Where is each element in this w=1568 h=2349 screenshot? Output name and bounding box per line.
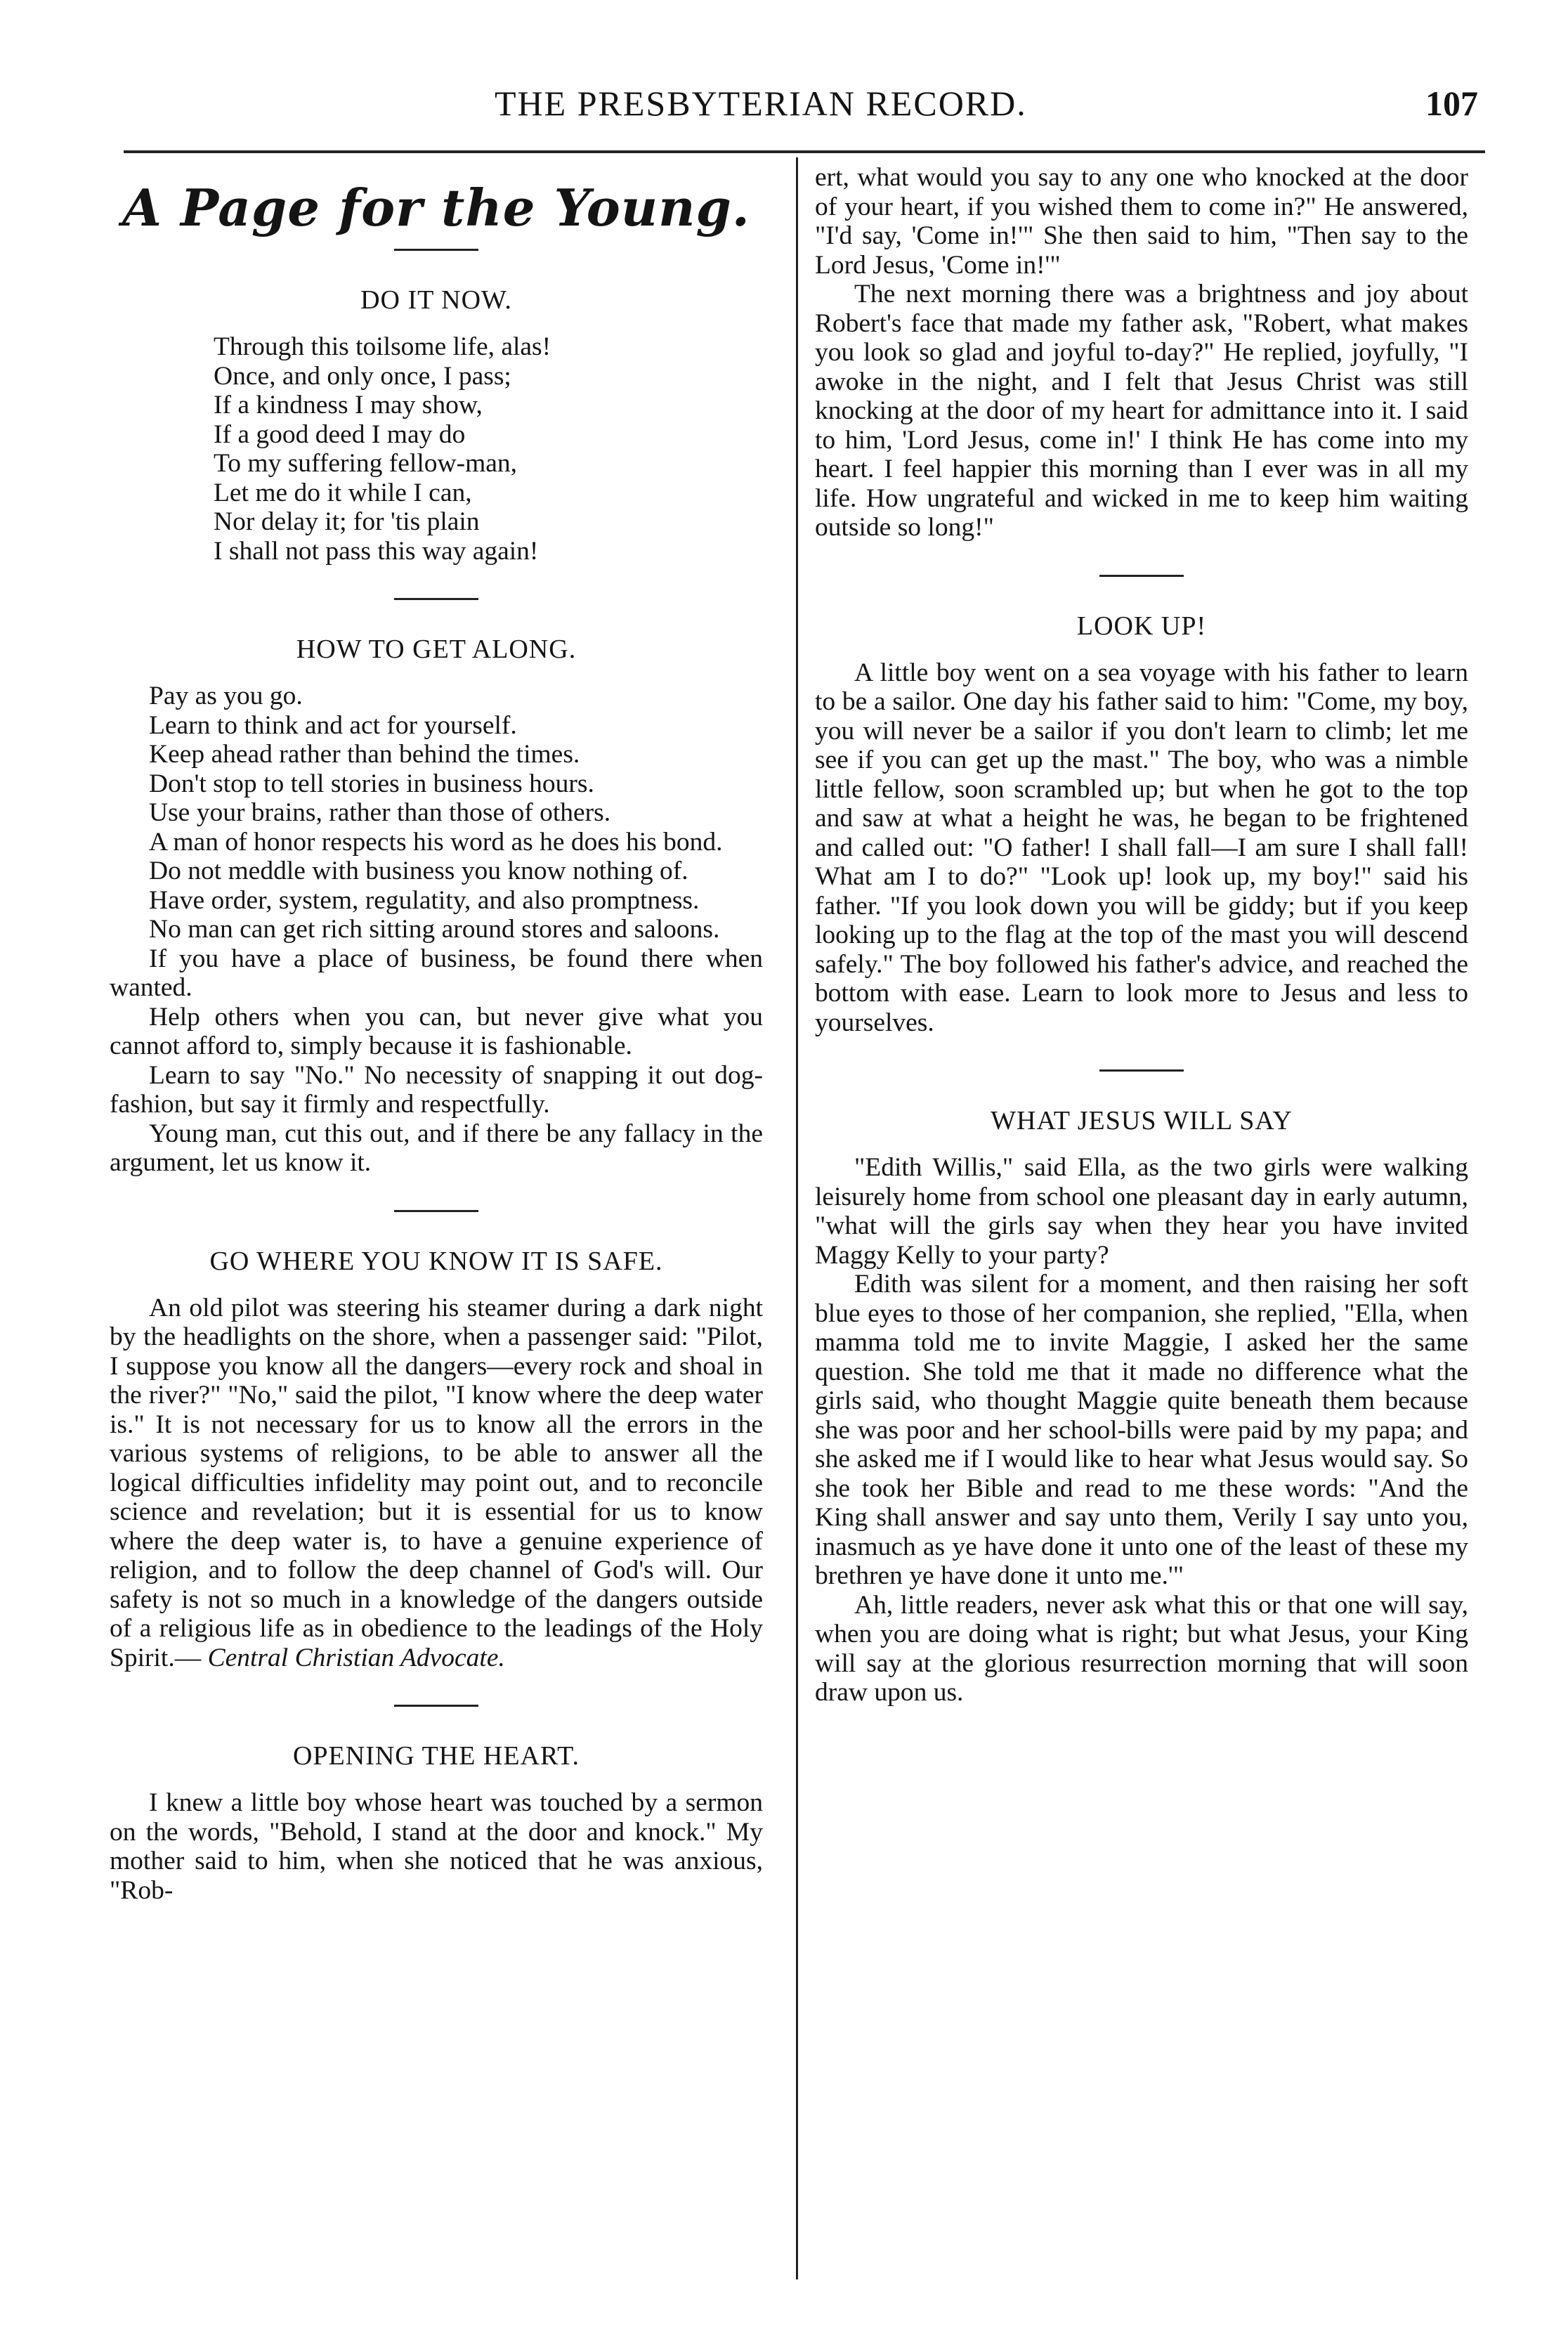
article-attribution: Central Christian Advocate. [207, 1643, 505, 1672]
section-heading-look-up: LOOK UP! [1076, 611, 1207, 641]
section-heading-how-to-get-along: HOW TO GET ALONG. [296, 635, 577, 664]
maxim-item: Young man, cut this out, and if there be any fallacy in the argument, let us know it. [110, 1119, 763, 1177]
poem-line: To my suffering fellow-man, [214, 449, 518, 478]
article-body-opening-heart-part3: The next morning there was a brightness and joy about Robert's face that made my father ask, "Robert, what makes you look so glad and joyful to-day?" He replied, joyfully, "I awoke in the night, and I felt that Jesus Christ was still knocking at the door of my heart for admittance into it. I said to him, 'Lord Jesus, come in!' I think He has come into my heart. I feel happier this morning than I ever was in all my life. How ungrateful and wicked in me to keep him waiting outside so long!" [815, 280, 1468, 542]
maxim-item: Don't stop to tell stories in business hours. [149, 769, 594, 798]
section-rule [394, 1705, 478, 1707]
poem-line: If a kindness I may show, [214, 391, 483, 419]
header-rule [124, 150, 1485, 153]
section-rule [394, 1210, 478, 1212]
column-divider [796, 157, 798, 2279]
poem-line: Through this toilsome life, alas! [214, 332, 551, 361]
article-paragraph: Edith was silent for a moment, and then raising her soft blue eyes to those of her companion, she replied, "Ella, when mamma told me to invite Maggie, I asked her the same question. She told me that it made no difference what the girls said, who thought Maggie quite beneath them because she was poor and her school-bills were paid by my papa; and she asked me if I would like to hear what Jesus would say. So she took her Bible and read to me these words: "And the King shall answer and say unto them, Verily I say unto you, inasmuch as ye have done it unto one of the least of these my brethren ye have done it unto me.'" [815, 1270, 1468, 1590]
maxims-list [110, 682, 763, 1178]
section-heading-what-jesus-will-say: WHAT JESUS WILL SAY [991, 1106, 1293, 1136]
maxim-item: If you have a place of business, be found there when wanted. [110, 944, 763, 1002]
maxim-item: Keep ahead rather than behind the times. [149, 740, 580, 769]
section-rule [1099, 1069, 1184, 1072]
section-rule [1099, 575, 1184, 577]
running-head [150, 79, 1485, 128]
left-column [110, 163, 763, 1905]
section-heading-do-it-now: DO IT NOW. [360, 285, 512, 315]
poem-line: I shall not pass this way again! [214, 536, 539, 566]
maxim-item: A man of honor respects his word as he does his bond. [149, 827, 723, 857]
poem-line: Let me do it while I can, [214, 478, 472, 507]
maxim-item: No man can get rich sitting around stores and saloons. [149, 915, 720, 944]
right-column [815, 163, 1468, 1707]
article-paragraph: Ah, little readers, never ask what this or that one will say, when you are doing what is right; but what Jesus, your King will say at the glorious resurrection morning that will soon draw upon us. [815, 1590, 1468, 1707]
maxim-item: Use your brains, rather than those of others. [149, 798, 611, 827]
article-paragraph: "Edith Willis," said Ella, as the two girls were walking leisurely home from school one pleasant day in early autumn, "what will the girls say when they hear you have invited Maggy Kelly to your party? [815, 1153, 1468, 1270]
article-body-look-up: A little boy went on a sea voyage with his father to learn to be a sailor. One day his father said to him: "Come, my boy, you will never be a sailor if you don't learn to climb; let me see if you can get up the mast." The boy, who was a nimble little fellow, soon scrambled up; but when he got to the top and saw at what a height he was, he began to be frightened and called out: "O father! I shall fall—I am sure I shall fall! What am I to do?" "Look up! look up, my boy!" said his father. "If you look down you will be giddy; but if you keep looking up to the flag at the top of the mast you will descend safely." The boy followed his father's advice, and reached the bottom with ease. Learn to look more to Jesus and less to yourselves. [815, 658, 1468, 1037]
column-heading: A Page for the Young. [122, 178, 750, 237]
section-heading-go-where-safe: GO WHERE YOU KNOW IT IS SAFE. [209, 1246, 663, 1276]
maxim-item: Learn to say "No." No necessity of snapping it out dog-fashion, but say it firmly and respectfully. [110, 1060, 763, 1119]
article-body-opening-heart-part1: I knew a little boy whose heart was touched by a sermon on the words, "Behold, I stand at the door and knock." My mother said to him, when she noticed that he was anxious, "Rob- [110, 1788, 763, 1905]
article-text: An old pilot was steering his steamer during a dark night by the headlights on the shore, when a passenger said: "Pilot, I suppose you know all the dangers—every rock and shoal in the river?" "No," said the pilot, "I know where the deep water is." It is not necessary for us to know all the errors in the various systems of religions, to be able to answer all the logical difficulties infidelity may point out, and to reconcile science and revelation; but it is essential for us to know where the deep water is, to have a genuine experience of religion, and to follow the deep channel of God's will. Our safety is not so much in a knowledge of the dangers outside of a religious life as in obedience to the leadings of the Holy Spirit.— [110, 1293, 763, 1672]
maxim-item: Learn to think and act for yourself. [149, 710, 517, 740]
maxim-item: Do not meddle with business you know nothing of. [149, 857, 688, 885]
article-body-opening-heart-part2: ert, what would you say to any one who knocked at the door of your heart, if you wished them to come in?" He answered, "I'd say, 'Come in!'" She then said to him, "Then say to the Lord Jesus, 'Come in!'" [815, 163, 1468, 280]
maxim-item: Pay as you go. [149, 682, 303, 710]
article-body-go-where-safe [110, 1294, 763, 1673]
maxim-item: Have order, system, regulatity, and also promptness. [149, 885, 700, 915]
poem-do-it-now [214, 332, 763, 566]
poem-line: Once, and only once, I pass; [214, 361, 511, 391]
poem-line: Nor delay it; for 'tis plain [214, 507, 480, 536]
section-rule [394, 598, 478, 600]
publication-title: THE PRESBYTERIAN RECORD. [495, 84, 1027, 123]
heading-rule [394, 249, 478, 251]
maxim-item: Help others when you can, but never give what you cannot afford to, simply because it is fashionable. [110, 1002, 763, 1060]
section-heading-opening-the-heart: OPENING THE HEART. [292, 1741, 580, 1771]
poem-line: If a good deed I may do [214, 419, 466, 449]
page-number: 107 [1425, 84, 1478, 123]
